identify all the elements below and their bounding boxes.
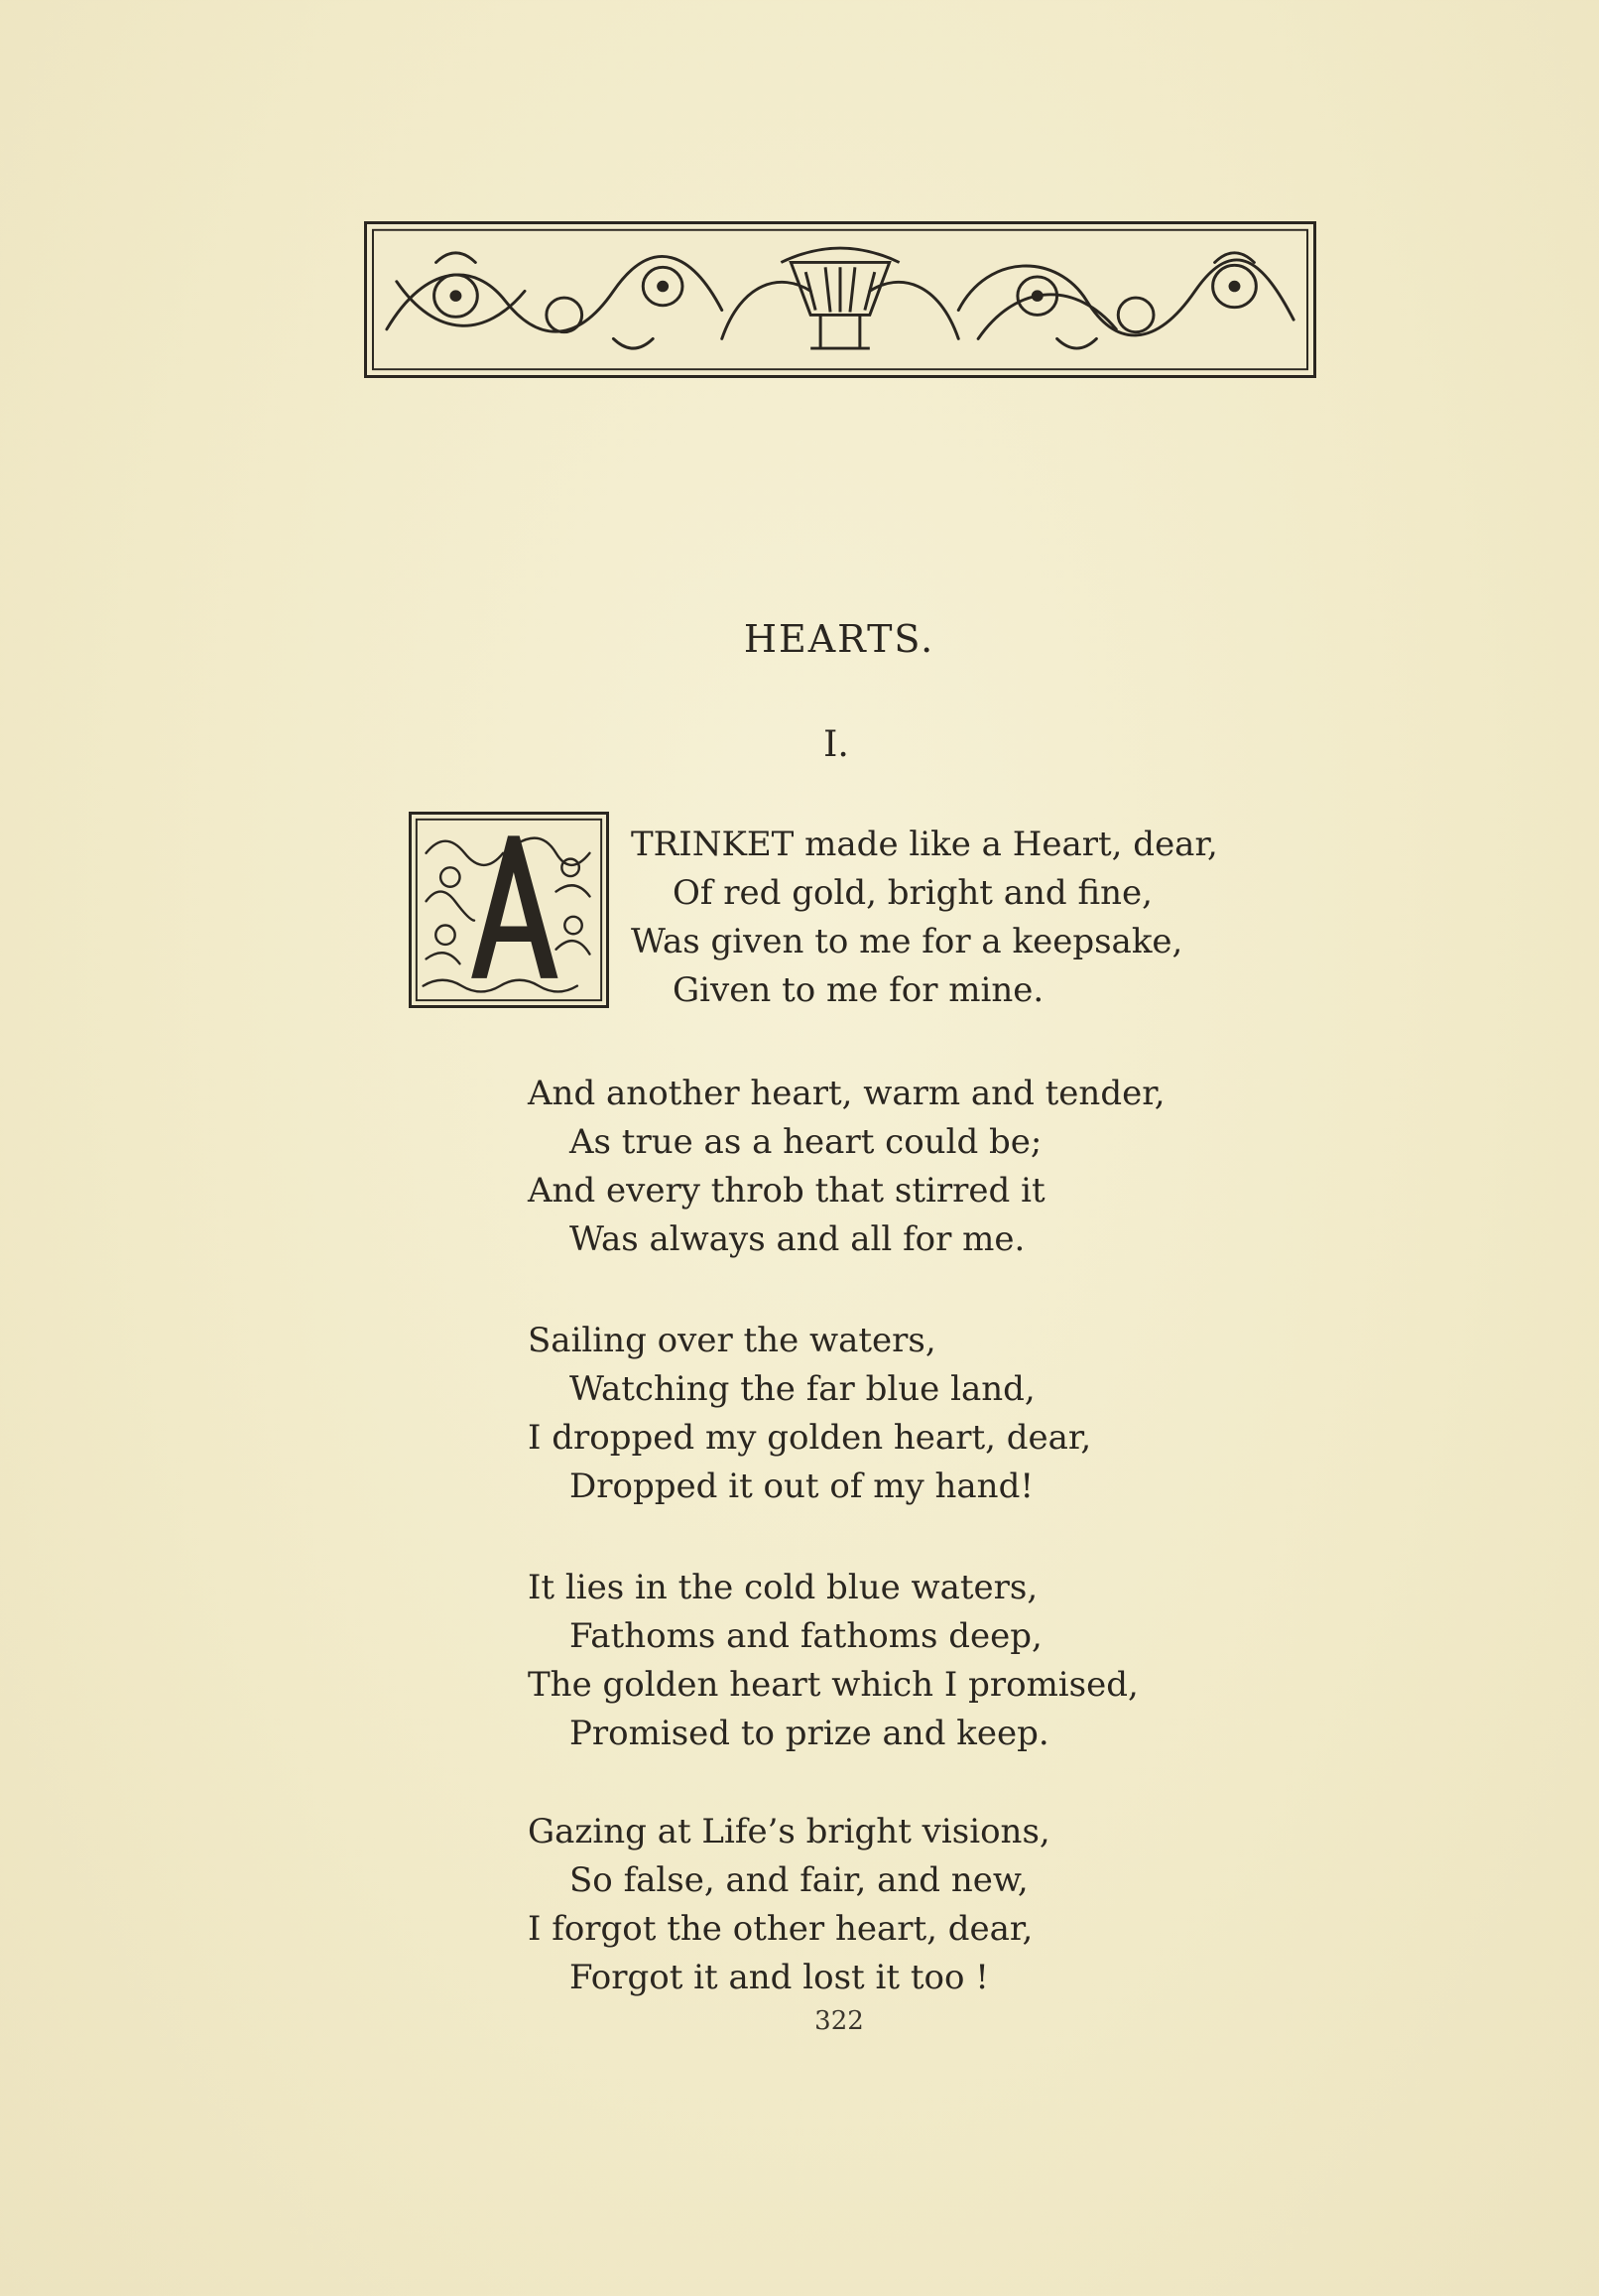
stanza-5 — [528, 1808, 1050, 2002]
verse-line: As true as a heart could be; — [569, 1122, 1043, 1162]
verse-line: So false, and fair, and new, — [569, 1860, 1029, 1900]
verse-line: Forgot it and lost it too ! — [569, 1958, 989, 1997]
verse-line: I dropped my golden heart, dear, — [528, 1418, 1092, 1458]
ornamental-headpiece — [364, 221, 1316, 378]
page-number: 322 — [814, 2006, 864, 2036]
verse-line: Dropped it out of my hand! — [569, 1467, 1034, 1506]
stanza-4 — [528, 1564, 1139, 1758]
verse-line: And every throb that stirred it — [528, 1171, 1046, 1211]
verse-line: It lies in the cold blue waters, — [528, 1568, 1039, 1607]
verse-line: Was given to me for a keepsake, — [631, 922, 1183, 961]
verse-line: TRINKET made like a Heart, dear, — [631, 825, 1218, 864]
stanza-2 — [528, 1070, 1166, 1264]
verse-line: Was always and all for me. — [569, 1219, 1026, 1259]
poem-title: HEARTS. — [743, 617, 935, 661]
verse-line: I forgot the other heart, dear, — [528, 1909, 1034, 1949]
stanza-1 — [631, 821, 1218, 1015]
verse-line: Sailing over the waters, — [528, 1321, 936, 1360]
verse-line: And another heart, warm and tender, — [528, 1074, 1166, 1113]
verse-line: Of red gold, bright and fine, — [673, 873, 1153, 913]
verse-line: Promised to prize and keep. — [569, 1714, 1049, 1753]
stanza-3 — [528, 1317, 1091, 1511]
vine-scroll-ornament-icon — [367, 224, 1313, 375]
verse-line: The golden heart which I promised, — [528, 1665, 1139, 1705]
verse-line: Given to me for mine. — [673, 970, 1045, 1010]
verse-line: Fathoms and fathoms deep, — [569, 1616, 1043, 1656]
part-numeral: I. — [823, 724, 849, 765]
verse-line: Gazing at Life’s bright visions, — [528, 1812, 1050, 1851]
decorated-initial-a-icon — [412, 815, 606, 1005]
verse-line: Watching the far blue land, — [569, 1369, 1036, 1409]
drop-cap — [409, 812, 609, 1008]
